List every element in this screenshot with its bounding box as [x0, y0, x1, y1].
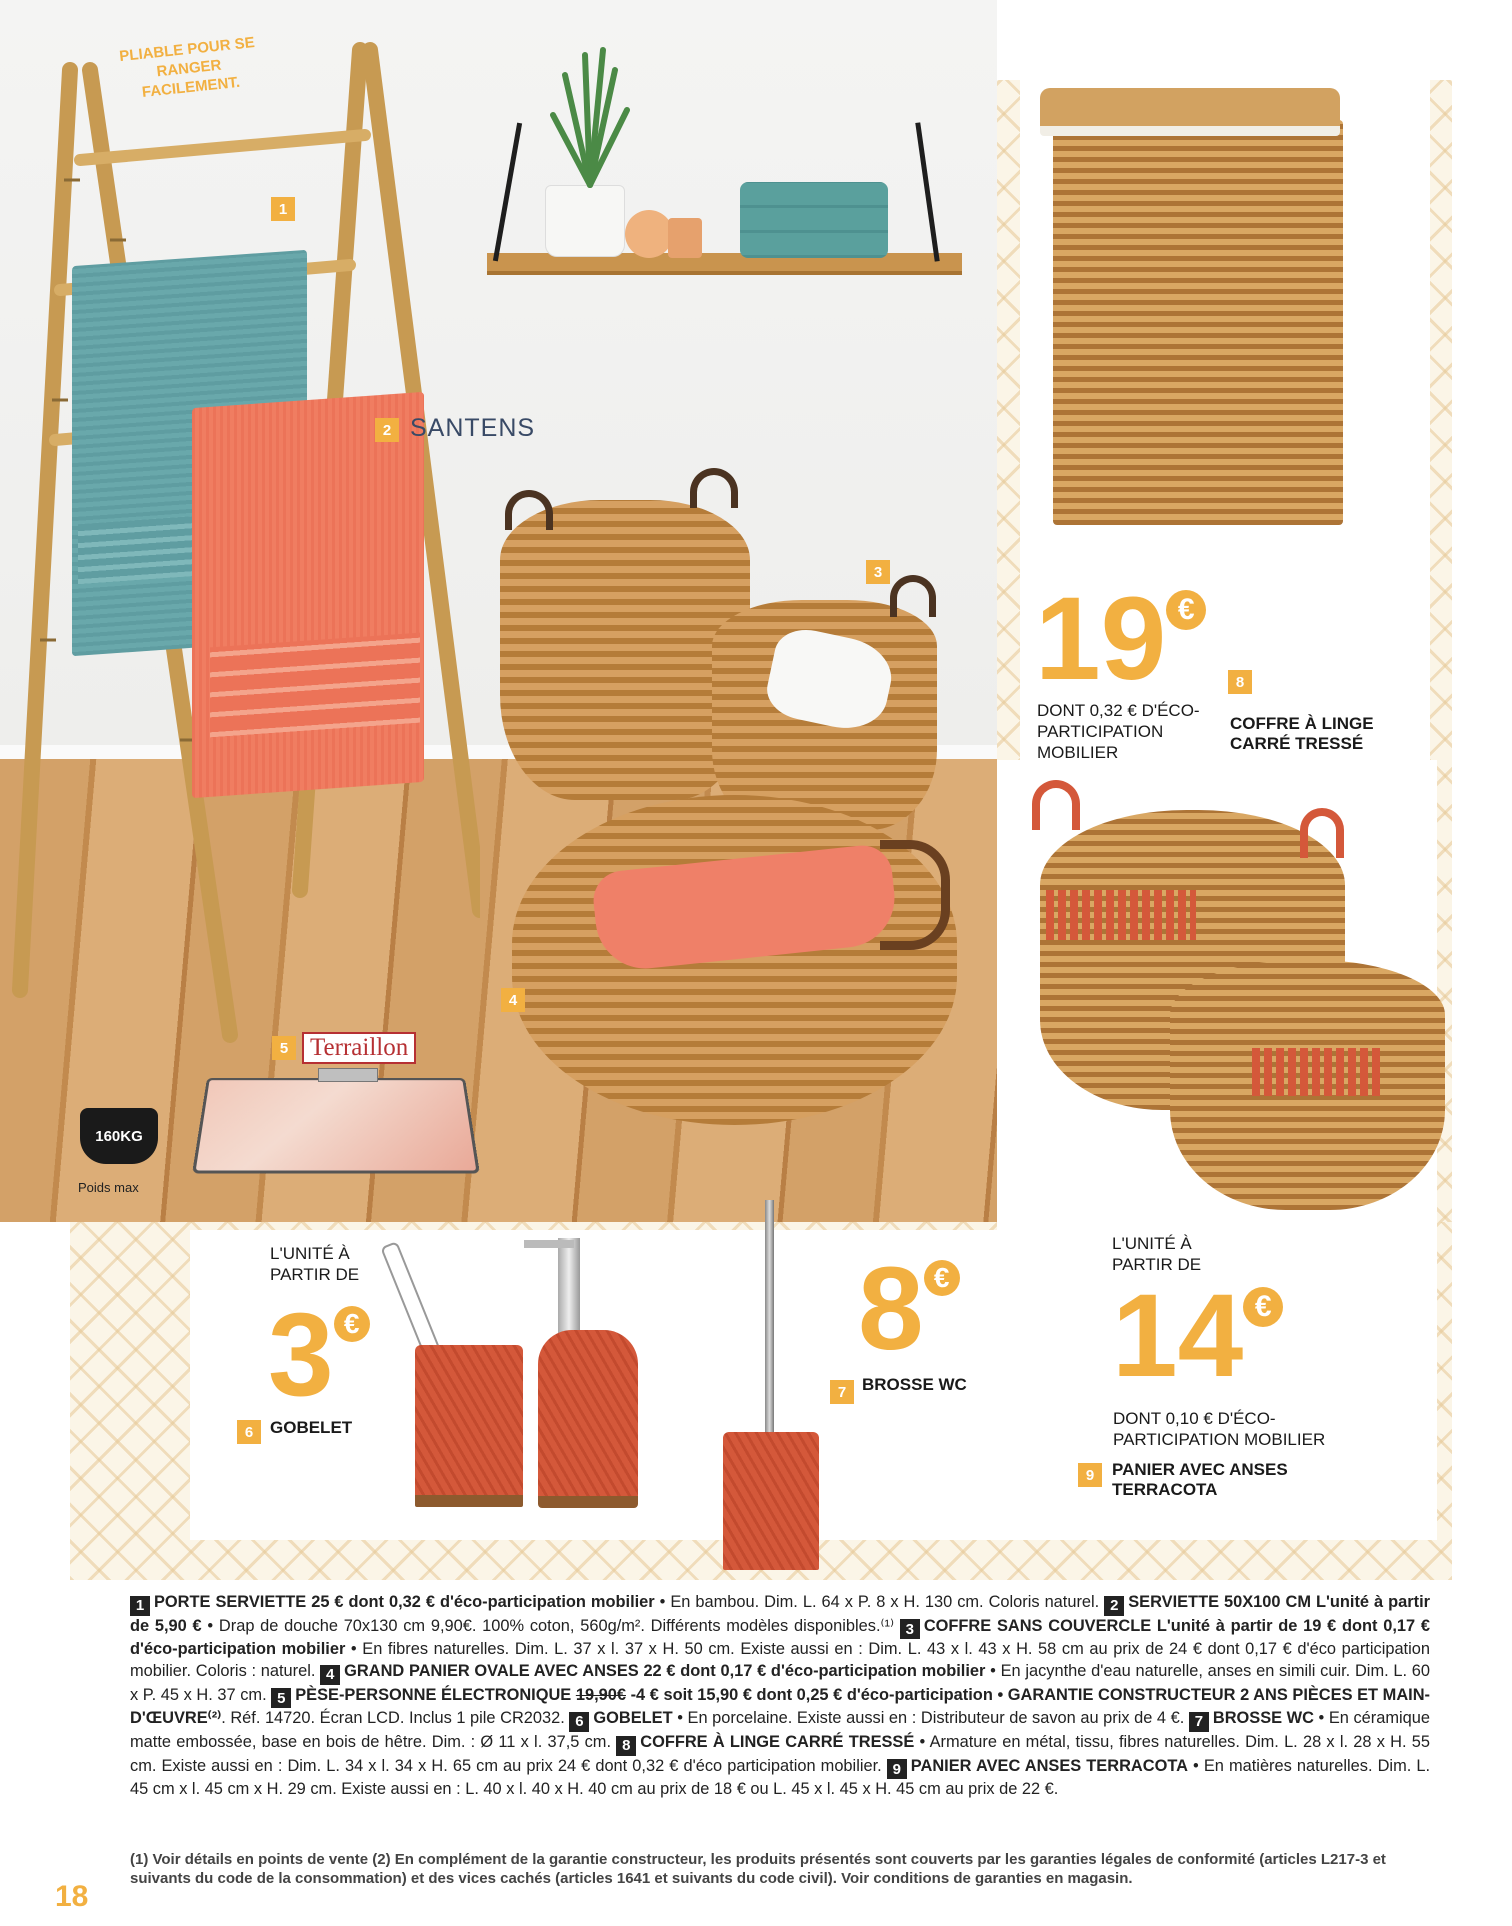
marker-5: 5	[272, 1036, 296, 1060]
legal-p9-text: • En matières naturelles. Dim. L. 45 cm x l. 45 cm x H. 29 cm. Existe aussi en : L. 40 x l. 40 x H. 40 cm au prix de 18 € ou L. 45 x l. 45 x H. 45 cm au prix de 22 €.	[130, 1756, 1431, 1799]
product-7-price	[858, 1243, 960, 1375]
basket-tall-handle-right	[690, 468, 738, 508]
legal-p6-title: GOBELET	[593, 1709, 673, 1728]
product-9-tassels-small	[1252, 1048, 1382, 1096]
foldable-note: PLIABLE POUR SE RANGER FACILEMENT.	[118, 34, 256, 101]
coral-towel	[192, 392, 424, 798]
product-details	[130, 1592, 1430, 1801]
legal-num-3: 3	[900, 1619, 920, 1639]
plant	[545, 45, 635, 190]
product-6-name: GOBELET	[270, 1418, 353, 1437]
product-9-name: PANIER AVEC ANSES TERRACOTA	[1112, 1460, 1288, 1499]
legal-num-7: 7	[1189, 1712, 1209, 1732]
coral-towel-stripes	[210, 633, 420, 738]
candle	[625, 210, 673, 258]
product-6-price-int: 3	[268, 1289, 334, 1421]
legal-num-9: 9	[887, 1759, 907, 1779]
soap-dispenser	[538, 1330, 638, 1508]
product-8-currency: €	[1166, 590, 1206, 630]
product-7-currency: €	[924, 1260, 960, 1296]
santens-logo: SANTENS	[410, 414, 536, 442]
product-9-currency: €	[1243, 1287, 1283, 1327]
product-6-currency: €	[334, 1306, 370, 1342]
legal-p7-title: BROSSE WC	[1212, 1709, 1314, 1728]
teal-towel-stripes	[78, 516, 198, 584]
marker-3: 3	[866, 560, 890, 584]
weight-badge-text: 160KG	[95, 1127, 143, 1145]
footnote: (1) Voir détails en points de vente (2) En complément de la garantie constructeur, les produits présentés sont couverts par les garanties légales de conformité (articles L217-3 et suivants du code de la consommation) et des vices cachés (articles 1641 et suivants du code civil). Voir conditions de garanties en magasin.	[130, 1851, 1386, 1887]
product-6-number: 6	[237, 1420, 261, 1444]
page-number: 18	[55, 1880, 89, 1913]
legal-num-4: 4	[320, 1665, 340, 1685]
legal-p8-title: COFFRE À LINGE CARRÉ TRESSÉ	[640, 1732, 915, 1751]
basket-tall-handle-left	[505, 490, 553, 530]
product-7-price-int: 8	[858, 1243, 924, 1375]
weight-badge	[80, 1108, 158, 1164]
legal-p5-guarantee: • GARANTIE CONSTRUCTEUR 2 ANS PIÈCES ET MAIN-D'ŒUVRE⁽²⁾	[130, 1685, 1431, 1728]
legal-num-1: 1	[130, 1596, 150, 1616]
folded-towels	[740, 182, 888, 258]
product-7-holder	[723, 1432, 819, 1570]
legal-num-6: 6	[569, 1712, 589, 1732]
product-6-prefix: L'UNITÉ À PARTIR DE	[270, 1244, 360, 1284]
product-9-eco: DONT 0,10 € D'ÉCO-PARTICIPATION MOBILIER	[1113, 1409, 1326, 1449]
product-9-price-int: 14	[1112, 1270, 1244, 1402]
legal-p4-title: GRAND PANIER OVALE AVEC ANSES 22 € dont 0,17 € d'éco-participation mobilier	[344, 1661, 986, 1680]
legal-p5-title-a: PÈSE-PERSONNE ÉLECTRONIQUE	[295, 1685, 576, 1704]
product-9-prefix: L'UNITÉ À PARTIR DE	[1112, 1234, 1202, 1274]
soap-pump-spout	[524, 1240, 574, 1248]
legal-p3-title: COFFRE SANS COUVERCLE L'unité à partir de 19 € dont 0,17 € d'éco-participation mobilier	[130, 1616, 1430, 1659]
product-9-tassels-large	[1046, 890, 1196, 940]
legal-num-5: 5	[271, 1688, 291, 1708]
legal-num-2: 2	[1104, 1596, 1124, 1616]
product-7-number: 7	[830, 1380, 854, 1404]
product-6-price	[268, 1289, 370, 1421]
product-8-eco: DONT 0,32 € D'ÉCO-PARTICIPATION MOBILIER	[1037, 701, 1200, 762]
product-9-price	[1112, 1270, 1283, 1402]
terraillon-logo: Terraillon	[302, 1032, 416, 1064]
legal-p1-title: PORTE SERVIETTE 25 € dont 0,32 € d'éco-participation mobilier	[154, 1593, 655, 1611]
legal-p7-text: • En céramique matte embossée, base en bois de hêtre. Dim. : Ø 11 x l. 37,5 cm.	[130, 1709, 1430, 1751]
product-8-price	[1035, 573, 1206, 705]
basket-medium-handle	[890, 575, 936, 617]
legal-p2-text: • Drap de douche 70x130 cm 9,90€. 100% coton, 560g/m². Différents modèles disponibles.⁽¹⁾	[201, 1616, 900, 1635]
product-8-number: 8	[1228, 670, 1252, 694]
product-9-handle-right	[1300, 808, 1344, 858]
legal-p5-old-price: 19,90€	[575, 1685, 626, 1704]
product-8-lid	[1040, 88, 1340, 136]
legal-p5-title-b: -4 € soit 15,90 € dont 0,25 € d'éco-participation	[625, 1685, 993, 1704]
shelf-bracket-right	[915, 122, 939, 261]
product-9-handle-left	[1032, 780, 1080, 830]
product-7-name: BROSSE WC	[862, 1375, 967, 1394]
legal-p4-text: • En jacynthe d'eau naturelle, anses en simili cuir. Dim. L. 60 x P. 45 x H. 37 cm.	[130, 1661, 1431, 1704]
product-6-tumbler	[415, 1345, 523, 1507]
legal-p6-text: • En porcelaine. Existe aussi en : Distributeur de savon au prix de 4 €.	[672, 1709, 1189, 1728]
marker-1: 1	[271, 197, 295, 221]
legal-p2-title: SERVIETTE 50X100 CM L'unité à partir de 5,90 €	[130, 1593, 1430, 1635]
product-7-handle	[765, 1200, 774, 1440]
marker-2: 2	[375, 418, 399, 442]
product-9-number: 9	[1078, 1463, 1102, 1487]
weight-caption: Poids max	[78, 1180, 139, 1195]
legal-p1-text: • En bambou. Dim. L. 64 x P. 8 x H. 130 cm. Coloris naturel.	[654, 1593, 1105, 1611]
legal-p8-text: • Armature en métal, tissu, fibres naturelles. Dim. L. 28 x l. 28 x H. 55 cm. Existe aussi en : Dim. L. 34 x l. 34 x H. 65 cm au prix 24 € dont 0,32 € d'éco participation mobilier.	[130, 1732, 1430, 1775]
legal-p3-text: • En fibres naturelles. Dim. L. 37 x l. 37 x H. 50 cm. Existe aussi en : Dim. L. 43 x l. 43 x H. 58 cm au prix de 24 € dont 0,17 € d'éco participation mobilier. Coloris : naturel.	[130, 1640, 1430, 1680]
candle-glass	[668, 218, 702, 258]
basket-oval-handle	[880, 840, 950, 950]
scale-display	[318, 1068, 378, 1082]
product-8-name: COFFRE À LINGE CARRÉ TRESSÉ	[1230, 714, 1374, 753]
hero-photo	[0, 0, 997, 1222]
product-8-price-int: 19	[1035, 573, 1167, 705]
bathroom-scale	[192, 1078, 480, 1174]
shelf-bracket-left	[493, 123, 522, 262]
legal-p9-title: PANIER AVEC ANSES TERRACOTA	[910, 1756, 1188, 1775]
legal-num-8: 8	[616, 1736, 636, 1756]
product-8-image	[1053, 120, 1343, 525]
marker-4: 4	[501, 988, 525, 1012]
plant-pot	[545, 185, 625, 257]
legal-p5-text: . Réf. 14720. Écran LCD. Inclus 1 pile CR2032.	[221, 1709, 570, 1728]
